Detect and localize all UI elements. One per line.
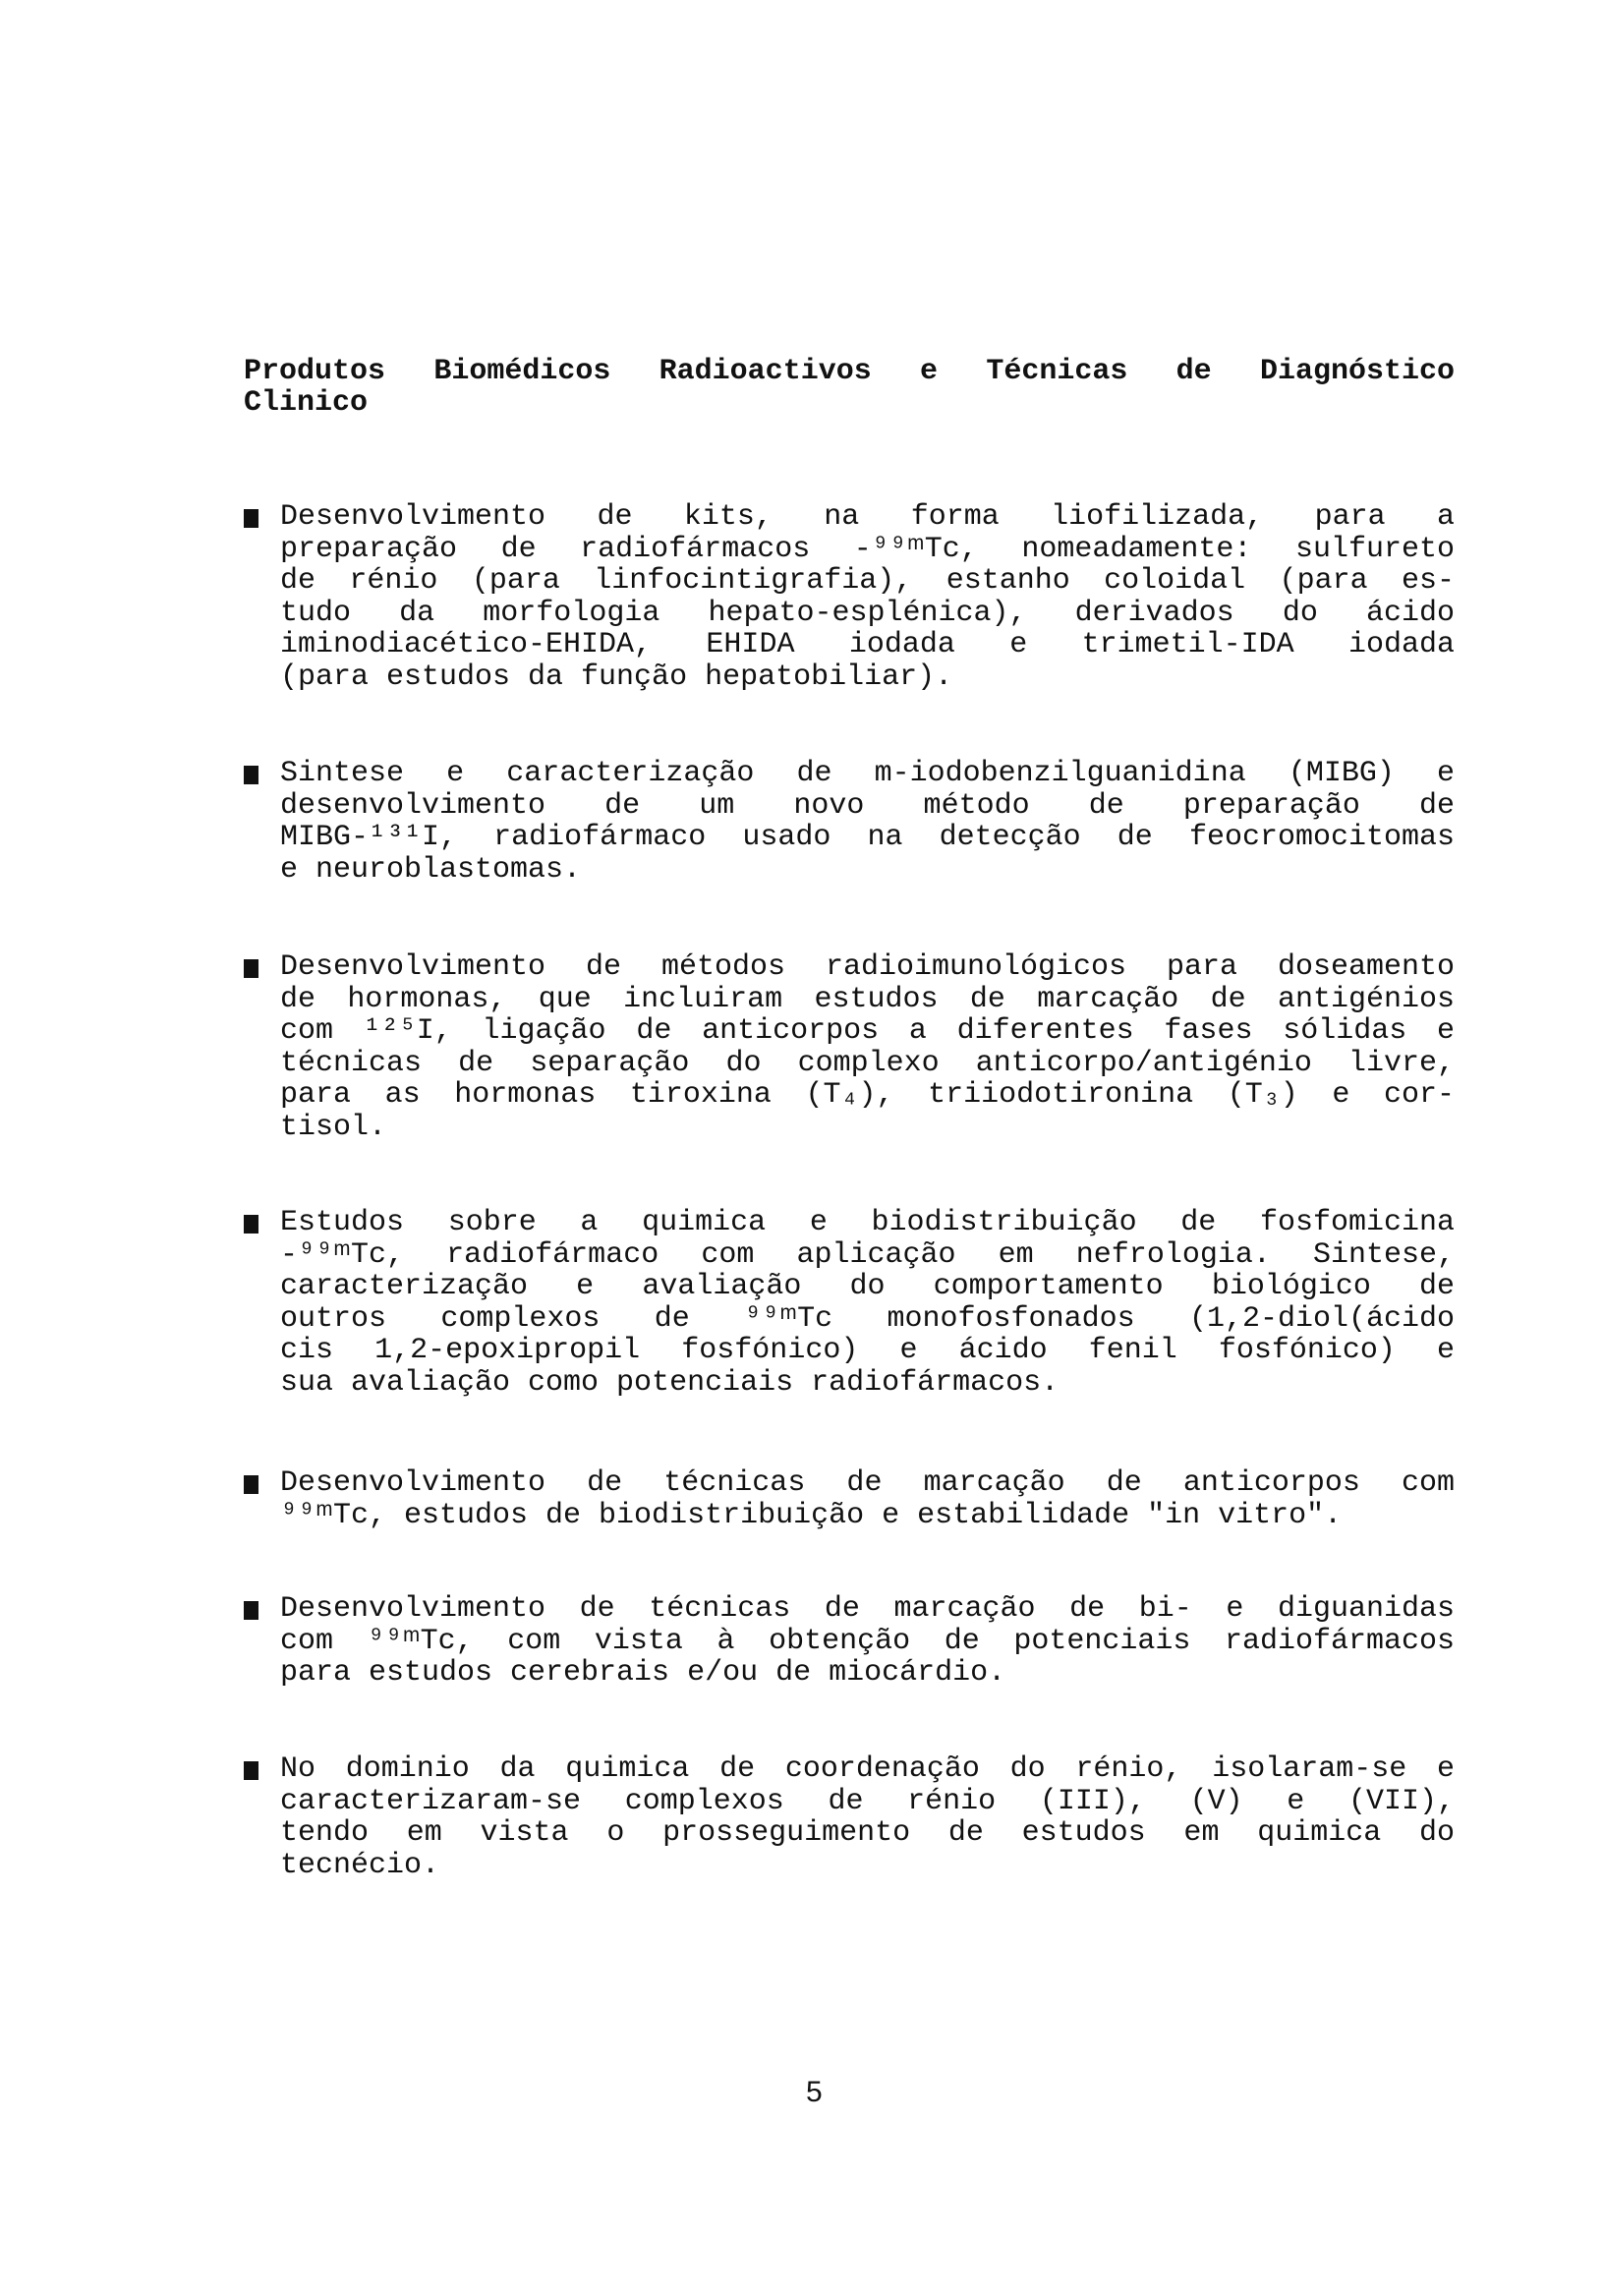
bullet-text <box>280 1207 1455 1399</box>
text-line: -⁹⁹ᵐTc, radiofármaco com aplicação em nefrologia. Sintese, <box>280 1237 1455 1272</box>
text-line: Desenvolvimento de técnicas de marcação de bi- e diguanidas <box>280 1592 1455 1626</box>
bullet-item <box>244 1207 1455 1399</box>
bullet-text <box>280 1753 1455 1881</box>
square-bullet-icon <box>244 959 258 978</box>
square-bullet-icon <box>244 1215 258 1234</box>
bullet-text <box>280 501 1455 693</box>
bullet-item <box>244 501 1455 693</box>
square-bullet-icon <box>244 766 258 784</box>
section-title <box>244 356 1455 419</box>
bullet-text <box>280 758 1455 886</box>
text-line: tudo da morfologia hepato-esplénica), derivados do ácido <box>280 596 1455 630</box>
bullet-item <box>244 758 1455 886</box>
text-line: tecnécio. <box>280 1848 440 1882</box>
square-bullet-icon <box>244 1475 258 1494</box>
square-bullet-icon <box>244 509 258 528</box>
text-line: com ⁹⁹ᵐTc, com vista à obtenção de potenciais radiofármacos <box>280 1624 1455 1658</box>
text-line: e neuroblastomas. <box>280 852 582 887</box>
text-line: iminodiacético-EHIDA, EHIDA iodada e trimetil-IDA iodada <box>280 628 1455 661</box>
text-line: Desenvolvimento de métodos radioimunológicos para doseamento <box>280 950 1455 984</box>
bullet-text <box>280 951 1455 1143</box>
text-line: desenvolvimento de um novo método de preparação de <box>280 788 1455 823</box>
bullet-item <box>244 1467 1455 1531</box>
text-line: outros complexos de ⁹⁹ᵐTc monofosfonados (1,2-diol(ácido <box>280 1301 1455 1336</box>
text-line: sua avaliação como potenciais radiofármacos. <box>280 1365 1060 1400</box>
text-line: preparação de radiofármacos -⁹⁹ᵐTc, nomeadamente: sulfureto <box>280 532 1455 566</box>
text-line: (para estudos da função hepatobiliar). <box>280 660 953 694</box>
bullet-item <box>244 1753 1455 1881</box>
page-number: 5 <box>806 2076 823 2108</box>
text-line: No dominio da quimica de coordenação do rénio, isolaram-se e <box>280 1752 1455 1786</box>
text-line: tisol. <box>280 1110 387 1144</box>
title-line: Clinico <box>244 386 369 420</box>
text-line: técnicas de separação do complexo anticorpo/antigénio livre, <box>280 1046 1455 1080</box>
text-line: caracterizaram-se complexos de rénio (III), (V) e (VII), <box>280 1784 1455 1818</box>
square-bullet-icon <box>244 1761 258 1780</box>
title-line: Produtos Biomédicos Radioactivos e Técnicas de Diagnóstico <box>244 355 1455 388</box>
text-line: caracterização e avaliação do comportamento biológico de <box>280 1270 1455 1303</box>
text-line: ⁹⁹ᵐTc, estudos de biodistribuição e estabilidade "in vitro". <box>280 1498 1343 1532</box>
bullet-item <box>244 1593 1455 1690</box>
text-line: com ¹²⁵I, ligação de anticorpos a diferentes fases sólidas e <box>280 1014 1455 1048</box>
text-line: para as hormonas tiroxina (T₄), triiodotironina (T₃) e cor- <box>280 1078 1455 1112</box>
text-line: para estudos cerebrais e/ou de miocárdio. <box>280 1656 1006 1690</box>
text-line: Desenvolvimento de técnicas de marcação de anticorpos com <box>280 1466 1455 1500</box>
text-line: MIBG-¹³¹I, radiofármaco usado na detecção de feocromocitomas <box>280 821 1455 854</box>
bullet-item <box>244 951 1455 1143</box>
bullet-text <box>280 1467 1455 1531</box>
text-line: Estudos sobre a quimica e biodistribuição de fosfomicina <box>280 1206 1455 1239</box>
text-line: Desenvolvimento de kits, na forma liofilizada, para a <box>280 500 1455 534</box>
text-line: de rénio (para linfocintigrafia), estanho coloidal (para es- <box>280 564 1455 598</box>
text-line: Sintese e caracterização de m-iodobenzilguanidina (MIBG) e <box>280 757 1455 790</box>
text-line: cis 1,2-epoxipropil fosfónico) e ácido fenil fosfónico) e <box>280 1334 1455 1367</box>
square-bullet-icon <box>244 1601 258 1620</box>
bullet-text <box>280 1593 1455 1690</box>
text-line: de hormonas, que incluiram estudos de marcação de antigénios <box>280 982 1455 1016</box>
text-line: tendo em vista o prosseguimento de estudos em quimica do <box>280 1816 1455 1850</box>
